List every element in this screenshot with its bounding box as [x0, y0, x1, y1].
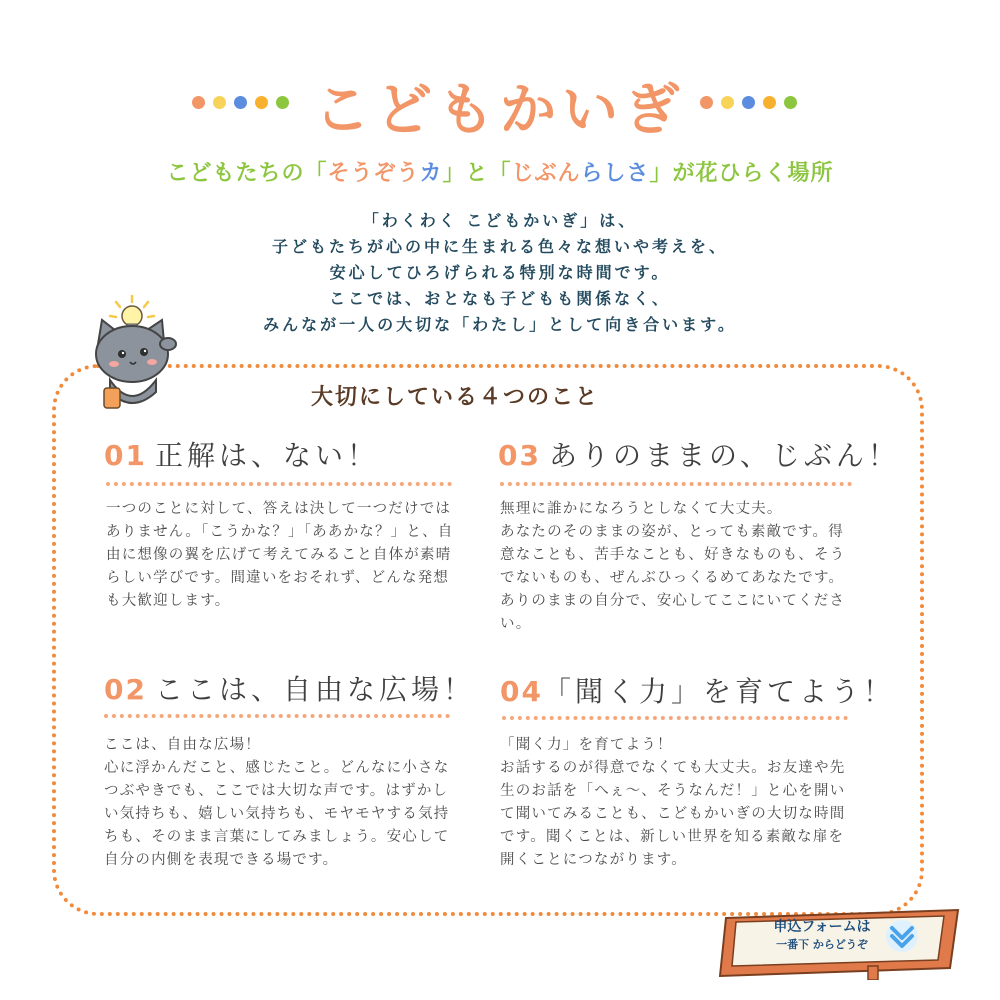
item-title: 正解は、ない！: [154, 439, 379, 472]
item-number: 01: [104, 439, 147, 472]
item-number: 03: [498, 439, 541, 472]
item-number: 02: [104, 673, 147, 706]
intro-line: 「わくわく こどもかいぎ」は、: [362, 211, 638, 230]
subtitle: [0, 156, 1000, 187]
cta-label[interactable]: [762, 918, 882, 954]
item-body: 「聞く力」を育てよう！ お話するのが得意でなくても大丈夫。お友達や先生のお話を「へぇ～、そうなんだ！」と心を開いて聞いてみることも、こどもかいぎの大切な時間です。聞くことは、新しい世界を知る素敵な扉を開くことにつながります。: [500, 737, 846, 868]
item-heading: [104, 434, 379, 474]
subtitle-sozo-ka: カ: [419, 161, 443, 186]
subtitle-part: 」と「: [442, 161, 512, 186]
intro-line: 安心してひろげられる特別な時間です。: [329, 263, 671, 282]
item-body: 一つのことに対して、答えは決して一つだけではありません。「こうかな？」「ああかな？」と、自由に想像の翼を広げて考えてみること自体が素晴らしい学びです。間違いをおそれず、どんな発想も大歓迎します。: [106, 501, 454, 609]
divider: [500, 482, 852, 486]
item-heading: [500, 670, 895, 710]
cta-line1: 申込フォームは: [773, 919, 871, 935]
intro-line: みんなが一人の大切な「わたし」として向き合います。: [263, 315, 737, 334]
divider: [502, 716, 848, 720]
item-title: 「聞く力」を育てよう！: [542, 675, 895, 708]
item-heading: [104, 668, 475, 708]
item-body: 無理に誰かになろうとしなくて大丈夫。 あなたのそのままの姿が、とっても素敵です。得意なことも、苦手なことも、好きなものも、そうでないものも、ぜんぶひっくるめてあなたです。 ありのままの自分で、安心してここにいてください。: [500, 501, 846, 632]
page-title: こどもかいぎ: [314, 78, 686, 143]
subtitle-part: こどもたちの「: [166, 161, 328, 186]
intro-line: ここでは、おとなも子どもも関係なく、: [329, 289, 671, 308]
item-number: 04: [500, 675, 543, 708]
divider: [106, 482, 452, 486]
cta-line2: [762, 936, 882, 954]
item-title: ここは、自由な広場！: [154, 673, 475, 706]
subtitle-part: 」が花ひらく場所: [649, 161, 834, 186]
subtitle-rashisa: らしさ: [580, 161, 650, 186]
chevron-down-icon[interactable]: [884, 918, 920, 954]
item-title: ありのままの、じぶん！: [548, 439, 900, 472]
intro-line: 子どもたちが心の中に生まれる色々な想いや考えを、: [271, 237, 728, 256]
subtitle-jibun: じぶん: [511, 161, 581, 186]
item-heading: [498, 434, 900, 474]
subtitle-sozo: そうぞう: [327, 161, 420, 186]
item-body: ここは、自由な広場！ 心に浮かんだこと、感じたこと。どんなに小さなつぶやきでも、ここでは大切な声です。はずかしい気持ちも、嬉しい気持ちも、モヤモヤする気持ちも、そのまま言葉にしてみましょう。安心して自分の内側を表現できる場です。: [104, 737, 450, 868]
cta-line2a: 一番下: [776, 938, 810, 951]
divider: [104, 714, 450, 718]
cta-line2b: からどうぞ: [812, 938, 868, 951]
section-title: 大切にしている４つのこと: [310, 385, 599, 410]
